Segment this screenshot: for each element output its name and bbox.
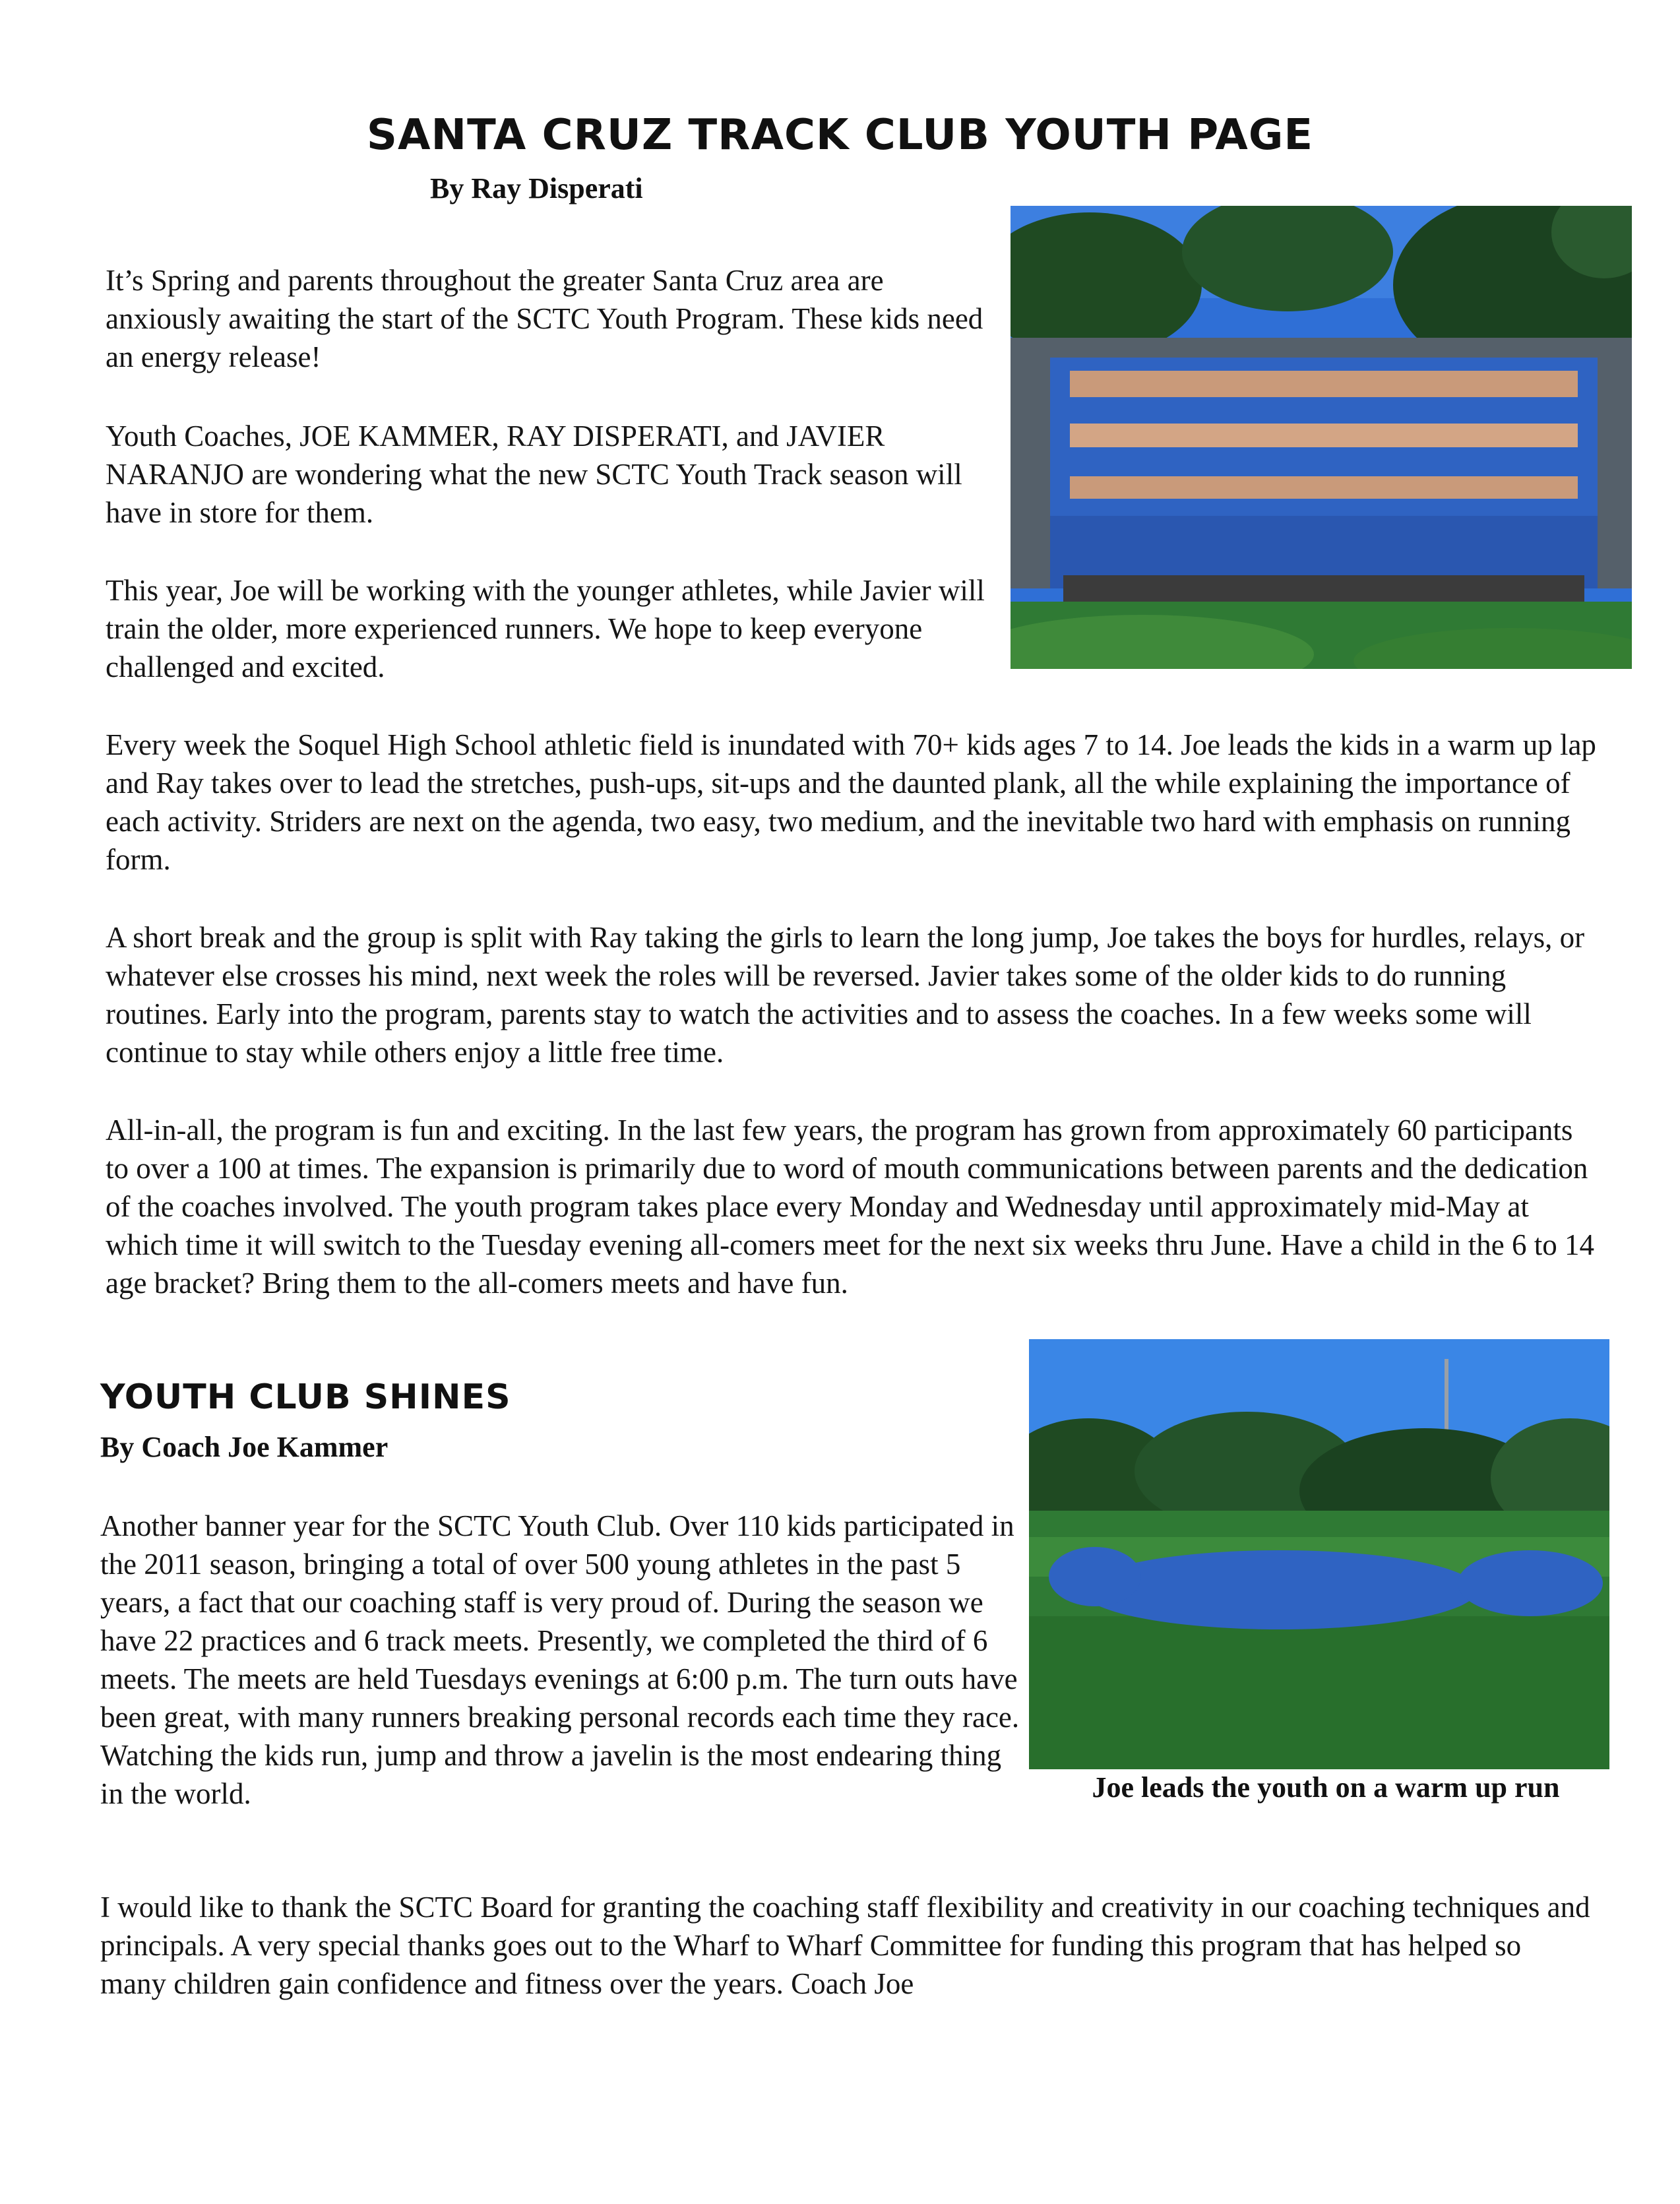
- article1-paragraph-5: A short break and the group is split with Ray taking the girls to learn the long jump, Joe takes the boys for hurdles, relays, or whatever else crosses his mind, next week the roles will be reversed. Javier takes some of the older kids to do running routines. Early into the program, parents stay to watch the activities and to assess the coaches. In a few weeks some will continue to stay while others enjoy a little free time.: [106, 921, 1585, 1069]
- warm-up-run-photo: [1029, 1339, 1609, 1769]
- article1-paragraph-2: Youth Coaches, JOE KAMMER, RAY DISPERATI, and JAVIER NARANJO are wondering what the new SCTC Youth Track season will have in store for them.: [106, 420, 962, 529]
- article2-paragraph-1: Another banner year for the SCTC Youth Club. Over 110 kids participated in the 2011 season, bringing a total of over 500 young athletes in the past 5 years, a fact that our coaching staff is very proud of. During the season we have 22 practices and 6 track meets. Presently, we completed the third of 6 meets. The meets are held Tuesdays evenings at 6:00 p.m. The turn outs have been great, with many runners breaking personal records each time they race. Watching the kids run, jump and throw a javelin is the most endearing thing in the world.: [100, 1509, 1020, 1810]
- article1-paragraph-3: This year, Joe will be working with the younger athletes, while Javier will train the older, more experienced runners. We hope to keep everyone challenged and excited.: [106, 574, 985, 683]
- article1-paragraph-1: It’s Spring and parents throughout the greater Santa Cruz area are anxiously awaiting the start of the SCTC Youth Program. These kids need an energy release!: [106, 264, 983, 373]
- page-title: SANTA CRUZ TRACK CLUB YOUTH PAGE: [366, 111, 1314, 160]
- article2-title: YOUTH CLUB SHINES: [100, 1377, 511, 1417]
- team-photo: [1011, 206, 1632, 669]
- article2-paragraph-2: I would like to thank the SCTC Board for granting the coaching staff flexibility and creativity in our coaching techniques and principals. A very special thanks goes out to the Wharf to Wharf Committee for funding this program that has helped so many children gain confidence and fitness over the years. Coach Joe: [100, 1891, 1590, 2000]
- photo-caption: Joe leads the youth on a warm up run: [1092, 1771, 1560, 1804]
- team-photo-image: [1011, 206, 1632, 669]
- article2-byline: By Coach Joe Kammer: [100, 1431, 389, 1463]
- article1-byline: By Ray Disperati: [430, 172, 643, 205]
- article1-paragraph-6: All-in-all, the program is fun and exciting. In the last few years, the program has grown from approximately 60 participants to over a 100 at times. The expansion is primarily due to word of mouth communications between parents and the dedication of the coaches involved. The youth program takes place every Monday and Wednesday until approximately mid-May at which time it will switch to the Tuesday evening all-comers meet for the next six weeks thru June. Have a child in the 6 to 14 age bracket? Bring them to the all-comers meets and have fun.: [106, 1114, 1595, 1300]
- article1-paragraph-4: Every week the Soquel High School athletic field is inundated with 70+ kids ages 7 to 14. Joe leads the kids in a warm up lap and Ray takes over to lead the stretches, push-ups, sit-ups and the daunted plank, all the while explaining the importance of each activity. Striders are next on the agenda, two easy, two medium, and the inevitable two hard with emphasis on running form.: [106, 728, 1596, 876]
- warm-up-run-image: [1029, 1339, 1609, 1769]
